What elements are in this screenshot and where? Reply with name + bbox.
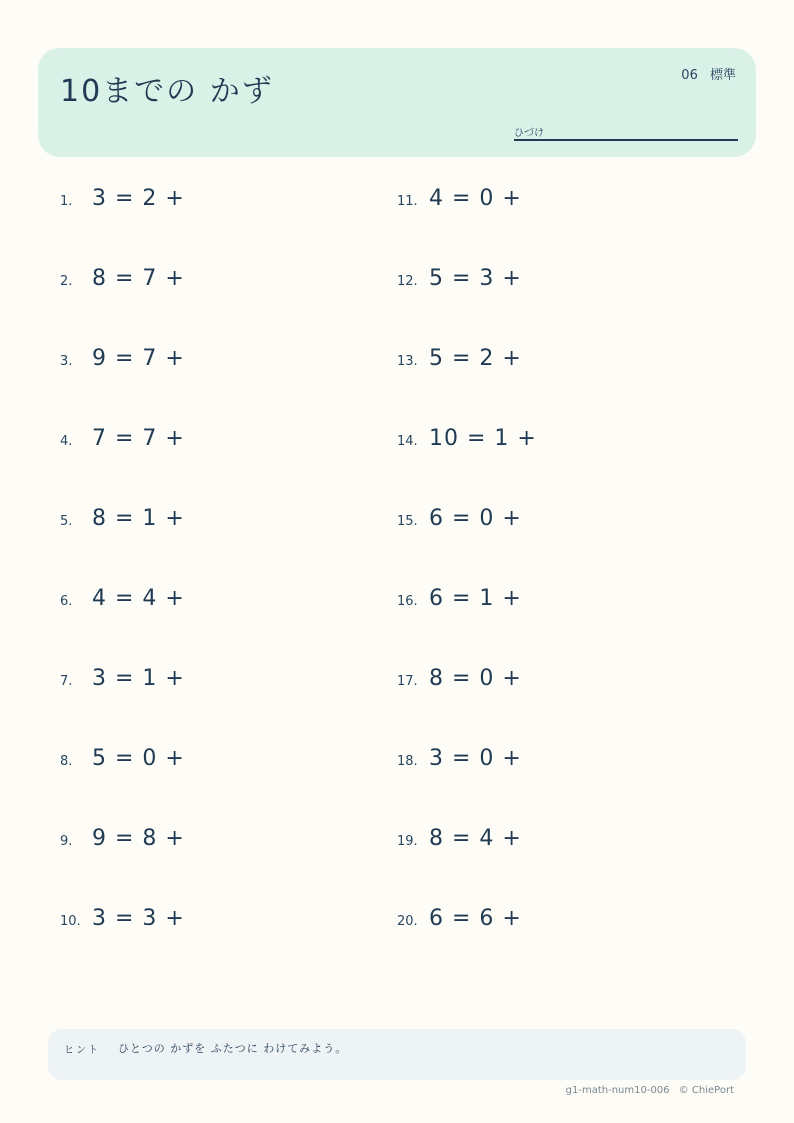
date-field[interactable] xyxy=(514,123,738,141)
problem-number: 15. xyxy=(397,514,418,529)
problem-number: 8. xyxy=(60,754,73,769)
problem-number: 5. xyxy=(60,514,73,529)
problem-number: 7. xyxy=(60,674,73,689)
hint-text: ひとつの かずを ふたつに わけてみよう。 xyxy=(118,1042,348,1055)
sheet-code: g1-math-num10-006 xyxy=(565,1085,670,1096)
problem-equation: 9 = 7 + xyxy=(92,346,185,371)
problem-number: 9. xyxy=(60,834,73,849)
problem-equation: 6 = 0 + xyxy=(429,506,522,531)
header-panel xyxy=(38,48,756,157)
problem-equation: 8 = 1 + xyxy=(92,506,185,531)
problem-equation: 6 = 1 + xyxy=(429,586,522,611)
sheet-meta xyxy=(681,64,736,83)
sheet-number: 06 xyxy=(681,68,698,83)
problem-number: 13. xyxy=(397,354,418,369)
problem-equation: 5 = 2 + xyxy=(429,346,522,371)
problem-number: 10. xyxy=(60,914,81,929)
problem-equation: 8 = 0 + xyxy=(429,666,522,691)
hint-label: ヒント xyxy=(64,1045,100,1056)
problem-equation: 8 = 4 + xyxy=(429,826,522,851)
problem-equation: 4 = 0 + xyxy=(429,186,522,211)
problem-equation: 3 = 0 + xyxy=(429,746,522,771)
problem-number: 18. xyxy=(397,754,418,769)
problem-number: 3. xyxy=(60,354,73,369)
problem-equation: 5 = 3 + xyxy=(429,266,522,291)
problem-number: 16. xyxy=(397,594,418,609)
problem-equation: 5 = 0 + xyxy=(92,746,185,771)
level-badge: 標準 xyxy=(709,68,736,83)
problem-number: 20. xyxy=(397,914,418,929)
problem-number: 11. xyxy=(397,194,418,209)
problem-number: 19. xyxy=(397,834,418,849)
problem-number: 2. xyxy=(60,274,73,289)
problem-equation: 10 = 1 + xyxy=(429,426,537,451)
problem-equation: 6 = 6 + xyxy=(429,906,522,931)
problem-equation: 3 = 1 + xyxy=(92,666,185,691)
hint-box xyxy=(48,1029,746,1080)
problem-number: 12. xyxy=(397,274,418,289)
date-label: ひづけ xyxy=(514,128,544,139)
problem-number: 6. xyxy=(60,594,73,609)
problem-number: 17. xyxy=(397,674,418,689)
page-title: 10までの かず xyxy=(60,74,274,109)
copyright: © ChiePort xyxy=(678,1085,734,1096)
problem-equation: 7 = 7 + xyxy=(92,426,185,451)
problem-equation: 8 = 7 + xyxy=(92,266,185,291)
problem-number: 4. xyxy=(60,434,73,449)
problem-equation: 9 = 8 + xyxy=(92,826,185,851)
footer xyxy=(566,1085,734,1096)
problem-equation: 3 = 3 + xyxy=(92,906,185,931)
problem-number: 14. xyxy=(397,434,418,449)
problem-number: 1. xyxy=(60,194,73,209)
problem-equation: 3 = 2 + xyxy=(92,186,185,211)
problem-equation: 4 = 4 + xyxy=(92,586,185,611)
